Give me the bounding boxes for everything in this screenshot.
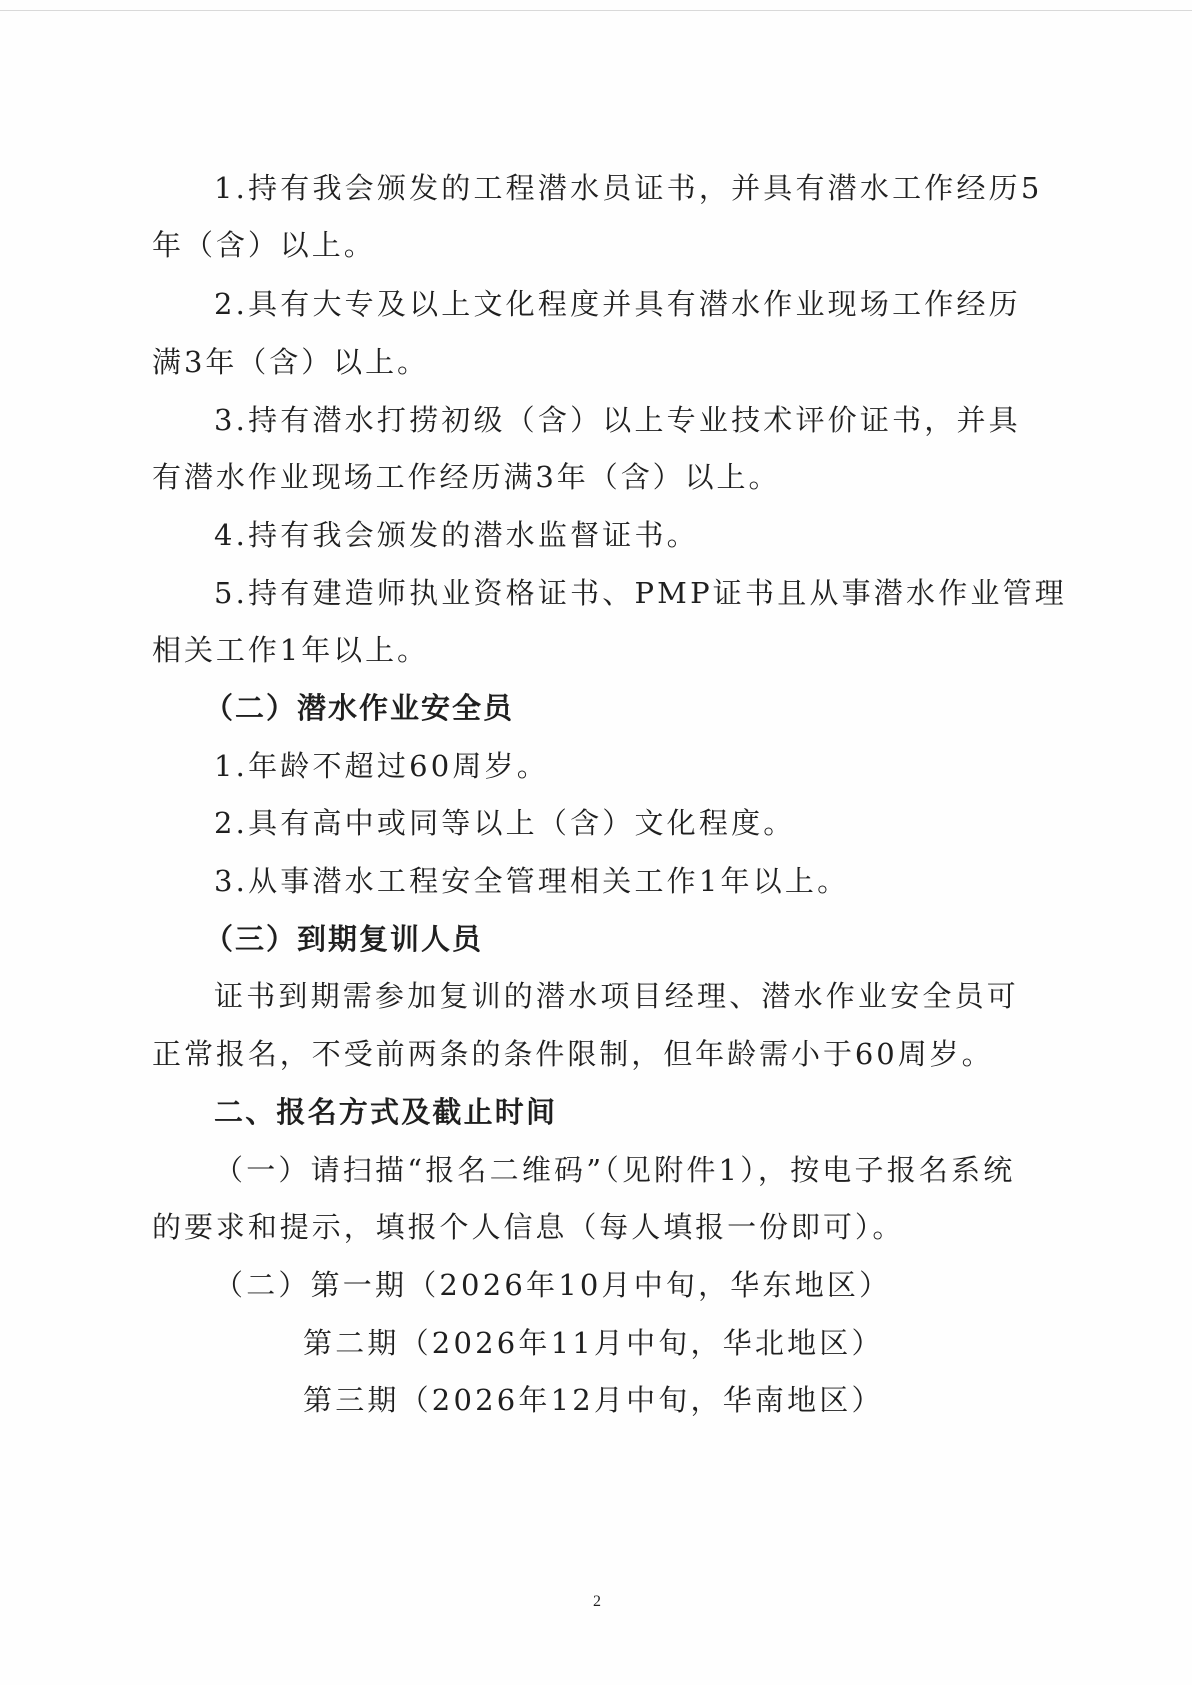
safety-officer-requirement-3: 3.从事潜水工程安全管理相关工作1年以上。 <box>214 864 850 898</box>
retraining-paragraph-line-1: 证书到期需参加复训的潜水项目经理、潜水作业安全员可 <box>214 979 1020 1013</box>
safety-officer-requirement-2: 2.具有高中或同等以上（含）文化程度。 <box>214 806 796 840</box>
requirement-2-line-1: 2.具有大专及以上文化程度并具有潜水作业现场工作经历 <box>214 287 1021 321</box>
requirement-2-line-2: 满3年（含）以上。 <box>152 345 430 379</box>
requirement-1-line-2: 年（含）以上。 <box>152 228 376 262</box>
retraining-paragraph-line-2: 正常报名，不受前两条的条件限制，但年龄需小于60周岁。 <box>152 1037 994 1071</box>
requirement-1-line-1: 1.持有我会颁发的工程潜水员证书，并具有潜水工作经历5 <box>214 171 1043 205</box>
requirement-5-line-2: 相关工作1年以上。 <box>152 633 430 667</box>
scan-top-edge <box>0 10 1192 11</box>
page-number: 2 <box>593 1593 601 1610</box>
requirement-3-line-2: 有潜水作业现场工作经历满3年（含）以上。 <box>152 460 781 494</box>
requirement-5-line-1: 5.持有建造师执业资格证书、PMP证书且从事潜水作业管理 <box>214 576 1067 610</box>
requirement-3-line-1: 3.持有潜水打捞初级（含）以上专业技术评价证书，并具 <box>214 403 1021 437</box>
registration-paragraph-line-2: 的要求和提示，填报个人信息（每人填报一份即可）。 <box>152 1210 905 1244</box>
session-first-line: （二）第一期（2026年10月中旬，华东地区） <box>214 1268 892 1302</box>
requirement-4-line: 4.持有我会颁发的潜水监督证书。 <box>214 518 699 552</box>
safety-officer-requirement-1: 1.年龄不超过60周岁。 <box>214 749 549 783</box>
registration-paragraph-line-1: （一）请扫描“报名二维码”（见附件1），按电子报名系统 <box>214 1153 1016 1187</box>
session-second-line: 第二期（2026年11月中旬，华北地区） <box>303 1326 884 1360</box>
session-third-line: 第三期（2026年12月中旬，华南地区） <box>303 1383 884 1417</box>
safety-officer-heading: （二）潜水作业安全员 <box>204 691 515 725</box>
registration-method-heading: 二、报名方式及截止时间 <box>214 1095 558 1129</box>
retraining-heading: （三）到期复训人员 <box>204 922 484 956</box>
